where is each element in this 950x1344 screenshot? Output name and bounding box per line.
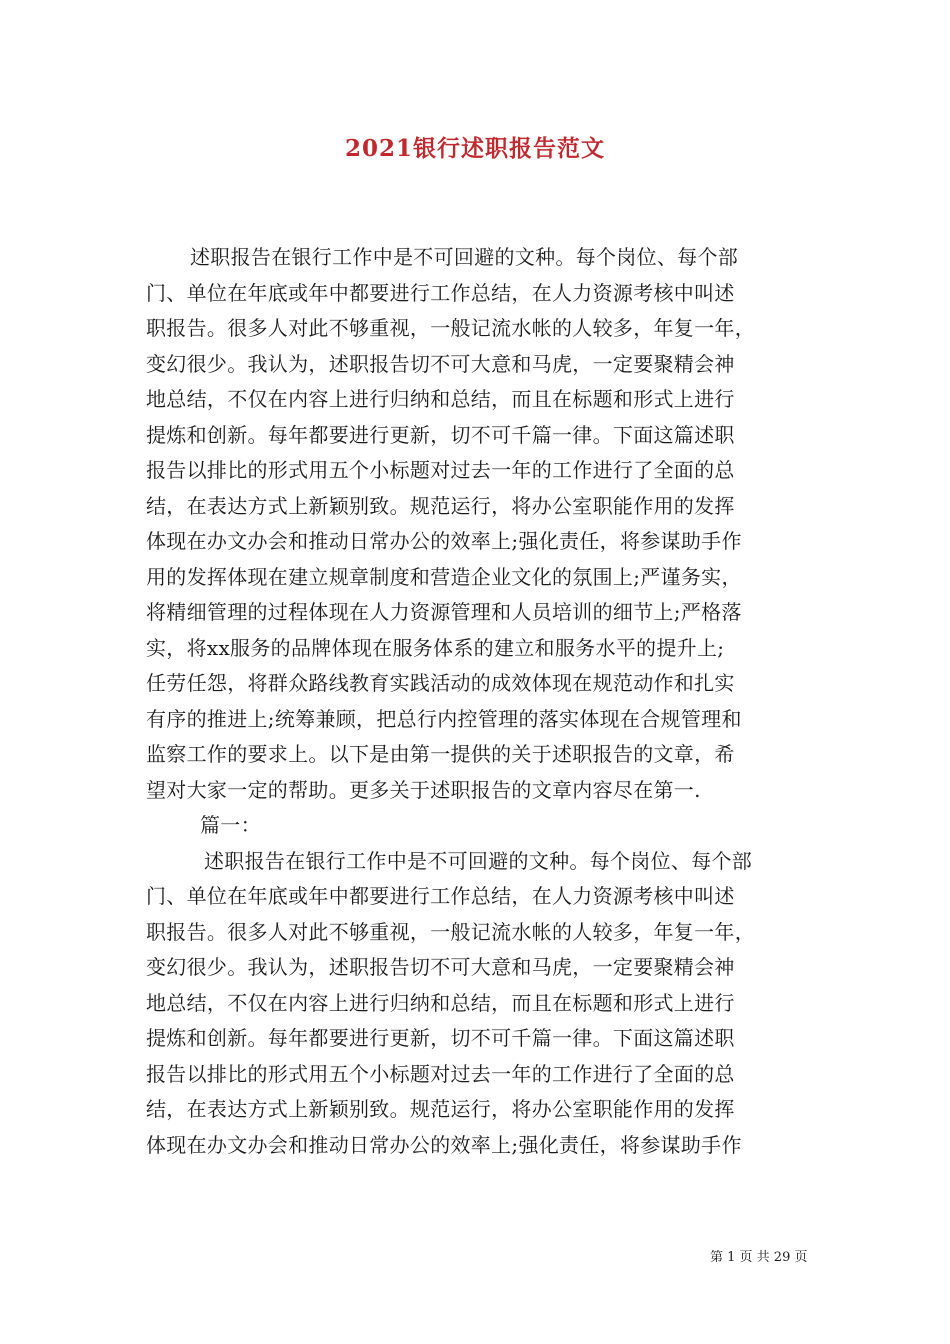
paragraph-line: 任劳任怨，将群众路线教育实践活动的成效体现在规范动作和扎实 [146, 671, 735, 695]
paragraph-line: 述职报告在银行工作中是不可回避的文种。每个岗位、每个部 [190, 245, 739, 269]
paragraph-line: 有序的推进上;统筹兼顾，把总行内控管理的落实体现在合规管理和 [146, 706, 742, 731]
paragraph-line: 门、单位在年底或年中都要进行工作总结，在人力资源考核中叫述 [146, 884, 735, 908]
paragraph-line: 体现在办文办会和推动日常办公的效率上;强化责任，将参谋助手作 [146, 529, 742, 553]
paragraph-line: 监察工作的要求上。以下是由第一提供的关于述职报告的文章，希 [146, 742, 735, 766]
document-body [146, 240, 810, 1163]
paragraph-line: 职报告。很多人对此不够重视，一般记流水帐的人较多，年复一年， [146, 919, 755, 944]
page-number-footer: 第 1 页 共 29 页 [710, 1250, 808, 1265]
paragraph-line: 地总结，不仅在内容上进行归纳和总结，而且在标题和形式上进行 [146, 990, 735, 1015]
paragraph-1 [146, 240, 810, 808]
paragraph-line: 提炼和创新。每年都要进行更新，切不可千篇一律。下面这篇述职 [146, 422, 735, 447]
paragraph-line: 结，在表达方式上新颖别致。规范运行，将办公室职能作用的发挥 [146, 1097, 735, 1121]
paragraph-line: 地总结，不仅在内容上进行归纳和总结，而且在标题和形式上进行 [146, 387, 735, 411]
paragraph-line: 报告以排比的形式用五个小标题对过去一年的工作进行了全面的总 [146, 1061, 735, 1086]
paragraph-line: 职报告。很多人对此不够重视，一般记流水帐的人较多，年复一年， [146, 316, 755, 340]
paragraph-line: 变幻很少。我认为，述职报告切不可大意和马虎，一定要聚精会神 [146, 351, 735, 376]
paragraph-line: 将精细管理的过程体现在人力资源管理和人员培训的细节上;严格落 [146, 600, 742, 624]
paragraph-line: 述职报告在银行工作中是不可回避的文种。每个岗位、每个部 [204, 848, 753, 873]
section-heading: 篇一： [200, 813, 261, 837]
paragraph-line: 门、单位在年底或年中都要进行工作总结，在人力资源考核中叫述 [146, 280, 735, 305]
paragraph-line: 实，将xx服务的品牌体现在服务体系的建立和服务水平的提升上; [146, 635, 725, 660]
paragraph-2 [146, 844, 810, 1164]
paragraph-line: 报告以排比的形式用五个小标题对过去一年的工作进行了全面的总 [146, 458, 735, 482]
paragraph-line: 结，在表达方式上新颖别致。规范运行，将办公室职能作用的发挥 [146, 493, 735, 518]
paragraph-line: 提炼和创新。每年都要进行更新，切不可千篇一律。下面这篇述职 [146, 1026, 735, 1050]
paragraph-line: 望对大家一定的帮助。更多关于述职报告的文章内容尽在第一. [146, 777, 701, 802]
paragraph-line: 变幻很少。我认为，述职报告切不可大意和马虎，一定要聚精会神 [146, 955, 735, 979]
paragraph-line: 用的发挥体现在建立规章制度和营造企业文化的氛围上;严谨务实， [146, 564, 742, 589]
document-title: 2021银行述职报告范文 [344, 135, 605, 162]
paragraph-line: 体现在办文办会和推动日常办公的效率上;强化责任，将参谋助手作 [146, 1132, 742, 1157]
